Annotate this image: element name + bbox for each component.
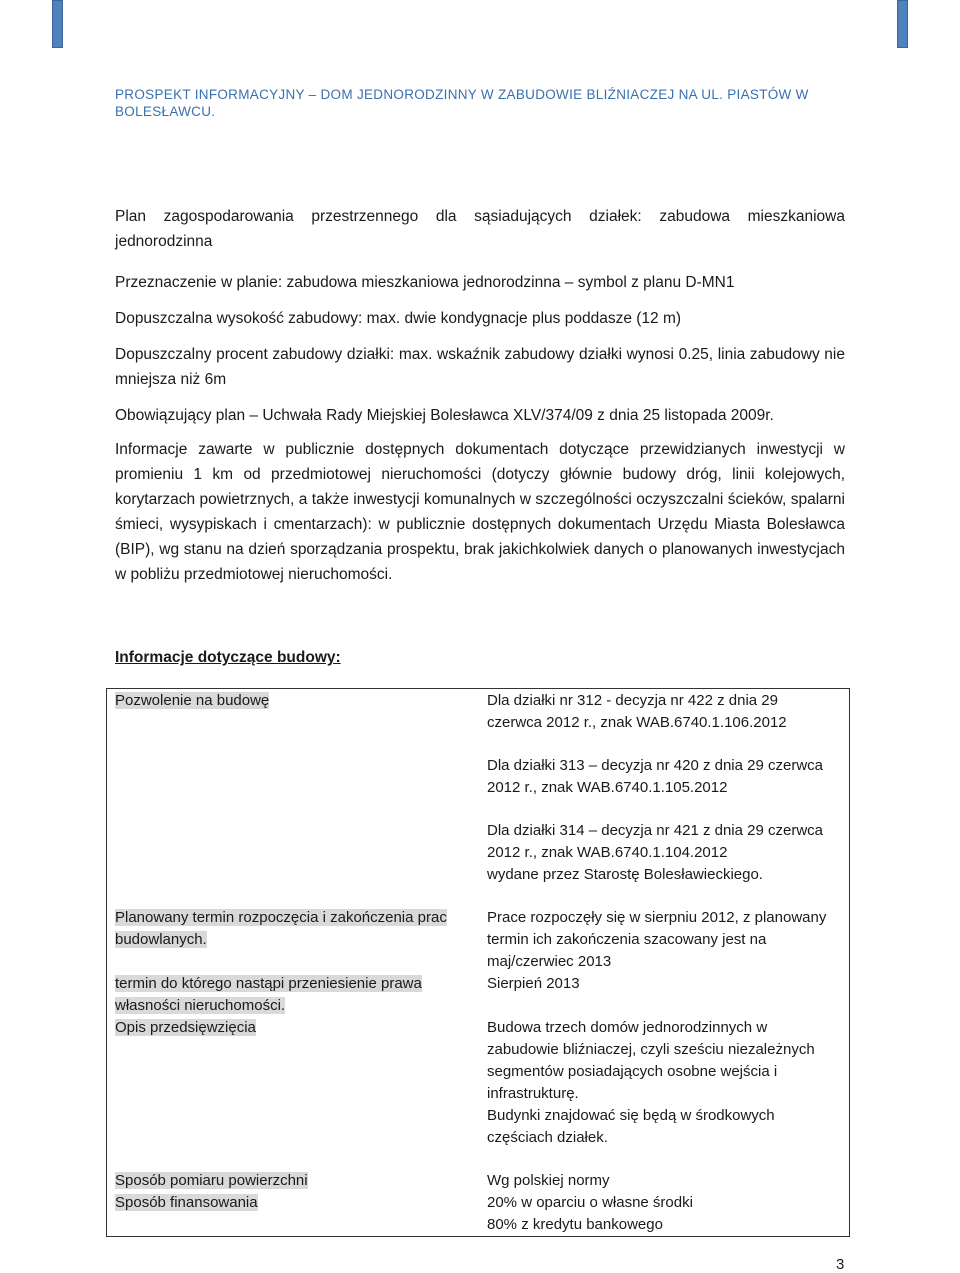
permit-label-cell [115,690,465,712]
investments-paragraph: Informacje zawarte w publicznie dostępnych dokumentach dotyczące przewidzianych inwestycji w promieniu 1 km od przedmiotowej nieruchomości (dotyczy głównie budowy dróg, linii kolejowych, korytarzach powietrznych, a także inwestycji komunalnych w szczególności oczyszczalni ścieków, spalarni śmieci, wysypiskach i cmentarzach): w publicznie dostępnych dokumentach Urzędu Miasta Bolesławca (BIP), wg stanu na dzień sporządzania prospektu, brak jakichkolwiek danych o planowanych inwestycjach w pobliżu przedmiotowej nieruchomości. [115,441,845,583]
financing-value-2: 80% z kredytu bankowego [487,1216,663,1233]
description-label: Opis przedsięwzięcia [115,1019,256,1036]
plan-title-paragraph: Plan zagospodarowania przestrzennego dla sąsiadujących działek: zabudowa mieszkaniowa jednorodzinna [115,208,845,250]
main-content [115,204,845,587]
binding-plan-paragraph: Obowiązujący plan – Uchwała Rady Miejskiej Bolesławca XLV/374/09 z dnia 25 listopada 2009r. [115,407,774,424]
permit-314: Dla działki 314 – decyzja nr 421 z dnia 29 czerwca 2012 r., znak WAB.6740.1.104.2012 [487,822,824,861]
description-value-2: Budynki znajdować się będą w środkowych częściach działek. [487,1107,775,1146]
measure-label-cell [115,1170,465,1192]
purpose-paragraph: Przeznaczenie w planie: zabudowa mieszkaniowa jednorodzinna – symbol z planu D-MN1 [115,274,735,291]
schedule-value: Prace rozpoczęły się w sierpniu 2012, z planowany termin ich zakończenia szacowany jest na maj/czerwiec 2013 [487,909,827,970]
financing-value-1: 20% w oparciu o własne środki [487,1194,693,1211]
transfer-label-cell [115,973,465,1017]
schedule-label: Planowany termin rozpoczęcia i zakończenia prac budowlanych. [115,909,447,948]
permit-label: Pozwolenie na budowę [115,692,270,709]
financing-label-cell [115,1192,465,1214]
percent-paragraph: Dopuszczalny procent zabudowy działki: max. wskaźnik zabudowy działki wynosi 0.25, linia zabudowy nie mniejsza niż 6m [115,346,845,388]
header-line-2: BOLESŁAWCU. [115,104,216,119]
page-header [115,86,835,120]
measure-value: Wg polskiej normy [487,1172,610,1189]
transfer-value: Sierpień 2013 [487,975,580,992]
page-number: 3 [836,1256,845,1273]
permit-issuer: wydane przez Starostę Bolesławieckiego. [487,866,763,883]
height-paragraph: Dopuszczalna wysokość zabudowy: max. dwie kondygnacje plus poddasze (12 m) [115,310,682,327]
financing-label: Sposób finansowania [115,1194,258,1211]
measure-label: Sposób pomiaru powierzchni [115,1172,308,1189]
construction-info-table [106,688,850,1237]
transfer-label: termin do którego nastąpi przeniesienie prawa własności nieruchomości. [115,975,422,1014]
description-label-cell [115,1017,465,1039]
permit-312: Dla działki nr 312 - decyzja nr 422 z dnia 29 czerwca 2012 r., znak WAB.6740.1.106.2012 [487,692,787,731]
schedule-label-cell [115,907,465,951]
right-header-bar [897,0,908,48]
header-line-1: PROSPEKT INFORMACYJNY – DOM JEDNORODZINNY W ZABUDOWIE BLIŹNIACZEJ NA UL. PIASTÓW W [115,87,809,102]
section-title: Informacje dotyczące budowy: [115,649,341,666]
permit-313: Dla działki 313 – decyzja nr 420 z dnia 29 czerwca 2012 r., znak WAB.6740.1.105.2012 [487,757,824,796]
description-value-1: Budowa trzech domów jednorodzinnych w zabudowie bliźniaczej, czyli sześciu niezależnych segmentów posiadających osobne wejścia i infrastrukturę. [487,1019,815,1102]
left-header-bar [52,0,63,48]
